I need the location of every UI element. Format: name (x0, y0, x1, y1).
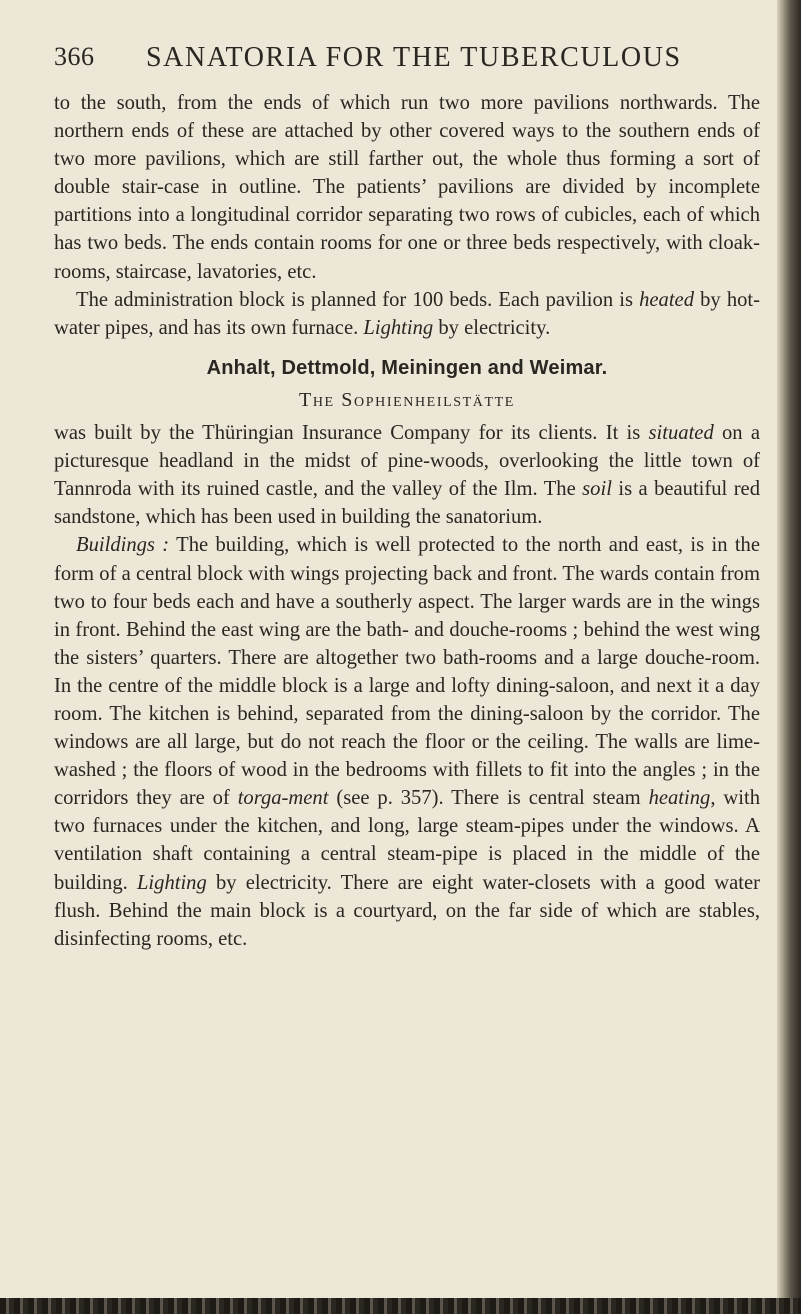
text-run: is a beautiful red sandstone, which has been used in building the sanatorium. (54, 478, 760, 529)
text-run: The building, which is well protected to the north and east, is in the form of a central block with wings projecting back and front. The wards contain from two to four beds each and have a southerly aspect. The larger wards are in the wings in front. Behind the east wing are the bath- and douche-rooms ; behind the west wing the sisters’ quarters. There are altogether two bath-rooms and a large douche-room. In the centre of the middle block is a large and lofty dining-saloon, and next it a day room. The kitchen is behind, separated from the dining-saloon by the corridor. The windows are all large, but do not reach the floor or the ceiling. The walls are lime-washed ; the floors of wood in the bedrooms with fillets to fit into the angles ; in the corridors they are of (54, 534, 760, 810)
text-run: by electricity. (433, 316, 551, 339)
page-edge-shadow (777, 0, 801, 1314)
running-head (54, 42, 754, 82)
text-run: (see p. 357). There is central steam (328, 787, 649, 810)
italic-term: soil (582, 478, 612, 501)
paragraph-pavilions (54, 89, 760, 286)
page-number: 366 (54, 42, 95, 71)
text-run: on a picturesque headland in the midst of pine-woods, overlooking the little town of Tannroda with its ruined castle, and the valley of the Ilm. The (54, 422, 760, 501)
text-run: by electricity. There are eight water-closets with a good water flush. Behind the main block is a courtyard, on the far side of which are stables, disinfecting rooms, etc. (54, 871, 760, 950)
paragraph-buildings (54, 531, 760, 952)
text-run: The administration block is planned for 100 beds. Each pavilion is (76, 288, 640, 311)
bottom-edge-band (0, 1298, 801, 1314)
body-text (54, 89, 760, 953)
paragraph-situation (54, 419, 760, 531)
section-subheading: The Sophienheilstätte (299, 388, 515, 411)
italic-term: torga-ment (237, 787, 329, 810)
italic-term: situated (648, 422, 714, 445)
running-title: SANATORIA FOR THE TUBERCULOUS (146, 42, 682, 73)
italic-term: Lighting (363, 316, 434, 339)
italic-term: Buildings : (76, 534, 170, 557)
text-run: by hot-water pipes, and has its own furnace. (54, 288, 760, 339)
italic-term: heating (648, 787, 711, 810)
italic-term: heated (639, 288, 694, 311)
text-run: to the south, from the ends of which run two more pavilions northwards. The northern ends of these are attached by other covered ways to the southern ends of two more pavilions, which are still farther out, the whole thus forming a sort of double stair-case in outline. The patients’ pavilions are divided by incomplete partitions into a longitudinal corridor separating two rows of cubicles, each of which has two beds. The ends contain rooms for one or three beds respectively, with cloak-rooms, staircase, lavatories, etc. (54, 92, 760, 283)
text-run: was built by the Thüringian Insurance Company for its clients. It is (54, 422, 649, 445)
text-run: , with two furnaces under the kitchen, and long, large steam-pipes under the windows. A ventilation shaft containing a central steam-pipe is placed in the middle of the building. (54, 787, 761, 894)
paragraph-administration (54, 286, 760, 342)
section-heading: Anhalt, Dettmold, Meiningen and Weimar. (206, 356, 608, 379)
italic-term: Lighting (136, 871, 207, 894)
